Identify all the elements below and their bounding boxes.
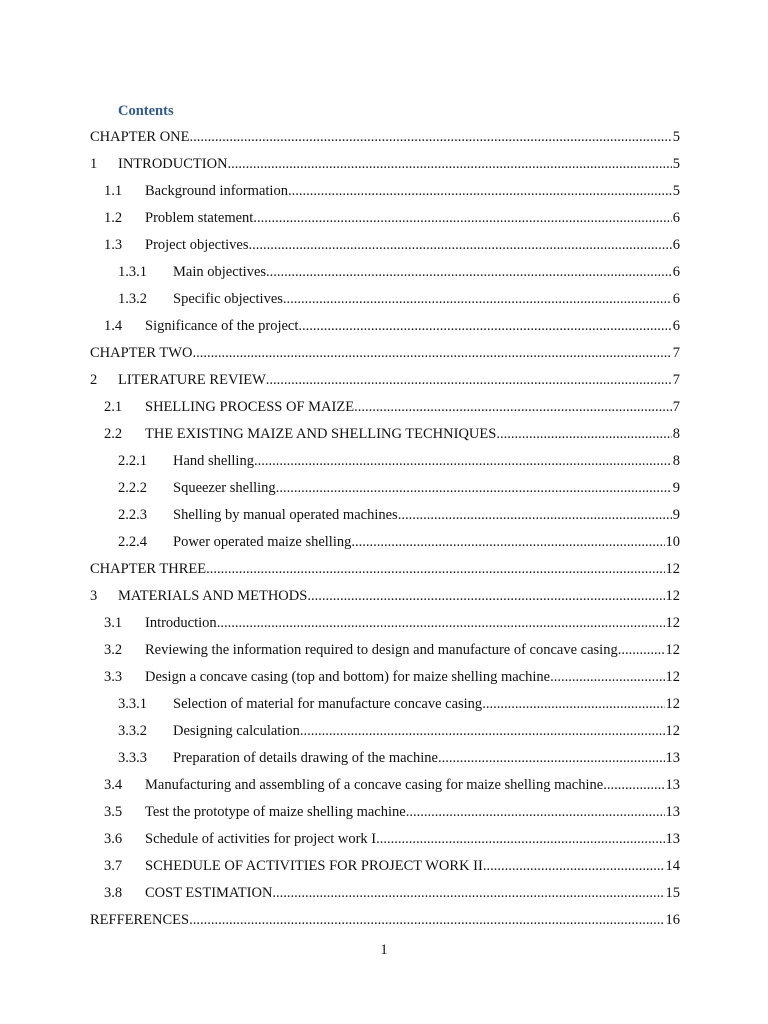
toc-entry-title: Reviewing the information required to design and manufacture of concave casing — [145, 642, 618, 658]
toc-entry-title: CHAPTER THREE — [90, 561, 207, 577]
dot-leader — [248, 232, 671, 259]
toc-entry[interactable] — [90, 745, 680, 772]
toc-entry-page: 12 — [665, 588, 680, 604]
dot-leader — [217, 610, 665, 637]
toc-entry-title: SHELLING PROCESS OF MAIZE — [145, 399, 355, 415]
toc-entry-number: 1.1 — [104, 183, 123, 199]
toc-entry[interactable] — [90, 799, 680, 826]
toc-entry[interactable] — [90, 259, 680, 286]
dot-leader — [550, 664, 664, 691]
page-number: 1 — [380, 942, 388, 958]
toc-entry-number: 3.5 — [104, 804, 123, 820]
toc-entry-title: MATERIALS AND METHODS — [118, 588, 308, 604]
toc-entry-title: INTRODUCTION — [118, 156, 228, 172]
toc-entry-number: 1.3 — [104, 237, 123, 253]
toc-entry-page: 9 — [672, 480, 680, 496]
toc-entry[interactable] — [90, 178, 680, 205]
dot-leader — [190, 124, 672, 151]
dot-leader — [254, 448, 672, 475]
dot-leader — [192, 340, 671, 367]
toc-entry-page: 9 — [672, 507, 680, 523]
toc-entry[interactable] — [90, 232, 680, 259]
toc-entry-title: CHAPTER ONE — [90, 129, 190, 145]
toc-entry-page: 6 — [672, 318, 680, 334]
toc-entry-page: 10 — [665, 534, 680, 550]
toc-entry[interactable] — [90, 286, 680, 313]
toc-entry-page: 6 — [672, 210, 680, 226]
toc-entry-page: 16 — [665, 912, 680, 928]
toc-entry[interactable] — [90, 718, 680, 745]
toc-entry[interactable] — [90, 124, 680, 151]
toc-entry-title: REFFERENCES — [90, 912, 190, 928]
toc-entry-number: 3.4 — [104, 777, 123, 793]
toc-entry-page: 5 — [672, 129, 680, 145]
toc-entry-number: 1.4 — [104, 318, 123, 334]
toc-entry-page: 7 — [672, 399, 680, 415]
toc-entry-page: 5 — [672, 156, 680, 172]
toc-entry-number: 3.8 — [104, 885, 123, 901]
toc-entry[interactable] — [90, 475, 680, 502]
toc-entry-title: Design a concave casing (top and bottom) for maize shelling machine — [145, 669, 551, 685]
toc-entry-page: 12 — [665, 669, 680, 685]
toc-entry[interactable] — [90, 610, 680, 637]
toc-entry[interactable] — [90, 637, 680, 664]
toc-entry-page: 13 — [665, 750, 680, 766]
toc-entry-number: 3.2 — [104, 642, 123, 658]
toc-entry-number: 2.2.3 — [118, 507, 147, 523]
dot-leader — [189, 907, 664, 934]
toc-entry-number: 3.1 — [104, 615, 123, 631]
toc-entry[interactable] — [90, 394, 680, 421]
toc-entry-page: 6 — [672, 264, 680, 280]
toc-entry-number: 2.2.1 — [118, 453, 147, 469]
toc-entry-page: 8 — [672, 426, 680, 442]
dot-leader — [266, 259, 672, 286]
dot-leader — [298, 313, 671, 340]
toc-entry-title: Hand shelling — [173, 453, 254, 469]
toc-entry-number: 1.3.1 — [118, 264, 147, 280]
toc-entry[interactable] — [90, 448, 680, 475]
toc-entry-number: 3.3 — [104, 669, 123, 685]
toc-entry[interactable] — [90, 151, 680, 178]
dot-leader — [300, 718, 665, 745]
toc-entry-number: 3.6 — [104, 831, 123, 847]
toc-entry-page: 14 — [665, 858, 680, 874]
toc-entry[interactable] — [90, 691, 680, 718]
toc-entry-page: 12 — [665, 561, 680, 577]
dot-leader — [351, 529, 664, 556]
toc-entry-number: 2.2.2 — [118, 480, 147, 496]
toc-entry[interactable] — [90, 205, 680, 232]
toc-entry[interactable] — [90, 367, 680, 394]
toc-entry-page: 6 — [672, 237, 680, 253]
toc-entry-page: 5 — [672, 183, 680, 199]
toc-entry-page: 15 — [665, 885, 680, 901]
toc-entry-title: Power operated maize shelling — [173, 534, 352, 550]
toc-entry-number: 1.3.2 — [118, 291, 147, 307]
contents-heading: Contents — [118, 103, 174, 119]
dot-leader — [206, 556, 664, 583]
toc-entry-title: Preparation of details drawing of the machine — [173, 750, 438, 766]
toc-entry-page: 12 — [665, 615, 680, 631]
dot-leader — [266, 367, 672, 394]
toc-entry-page: 13 — [665, 831, 680, 847]
toc-entry-title: Main objectives — [173, 264, 267, 280]
dot-leader — [228, 151, 672, 178]
toc-entry[interactable] — [90, 880, 680, 907]
toc-entry-page: 12 — [665, 723, 680, 739]
toc-entry-number: 2.2 — [104, 426, 123, 442]
toc-entry-number: 2.2.4 — [118, 534, 147, 550]
toc-entry[interactable] — [90, 502, 680, 529]
dot-leader — [483, 853, 665, 880]
toc-entry[interactable] — [90, 313, 680, 340]
toc-entry-title: Selection of material for manufacture concave casing — [173, 696, 483, 712]
toc-entry-title: Problem statement — [145, 210, 254, 226]
toc-entry-title: Schedule of activities for project work I — [145, 831, 377, 847]
toc-entry[interactable] — [90, 907, 680, 934]
dot-leader — [603, 772, 664, 799]
dot-leader — [253, 205, 671, 232]
toc-entry-number: 3.7 — [104, 858, 123, 874]
toc-entry[interactable] — [90, 772, 680, 799]
toc-entry[interactable] — [90, 583, 680, 610]
toc-entry-page: 13 — [665, 804, 680, 820]
dot-leader — [272, 880, 664, 907]
dot-leader — [283, 286, 672, 313]
toc-entry[interactable] — [90, 853, 680, 880]
toc-entry-number: 2 — [90, 372, 98, 388]
toc-entry-title: Designing calculation — [173, 723, 300, 739]
dot-leader — [398, 502, 672, 529]
toc-entry[interactable] — [90, 421, 680, 448]
toc-entry-title: COST ESTIMATION — [145, 885, 273, 901]
dot-leader — [276, 475, 672, 502]
toc-entry-title: Test the prototype of maize shelling machine — [145, 804, 406, 820]
toc-entry[interactable] — [90, 556, 680, 583]
toc-entry-page: 7 — [672, 372, 680, 388]
dot-leader — [406, 799, 665, 826]
toc-entry-title: Specific objectives — [173, 291, 283, 307]
toc-entry-title: Project objectives — [145, 237, 249, 253]
dot-leader — [288, 178, 672, 205]
dot-leader — [354, 394, 672, 421]
toc-entry-title: SCHEDULE OF ACTIVITIES FOR PROJECT WORK II — [145, 858, 483, 874]
toc-entry-title: Manufacturing and assembling of a concave casing for maize shelling machine — [145, 777, 604, 793]
toc-entry-title: Background information — [145, 183, 288, 199]
toc-entry-page: 12 — [665, 642, 680, 658]
dot-leader — [376, 826, 664, 853]
toc-entry-title: Squeezer shelling — [173, 480, 276, 496]
dot-leader — [496, 421, 671, 448]
toc-entry-title: Introduction — [145, 615, 217, 631]
dot-leader — [438, 745, 665, 772]
toc-entry-page: 6 — [672, 291, 680, 307]
dot-leader — [482, 691, 664, 718]
toc-entry-title: Significance of the project — [145, 318, 299, 334]
toc-entry-title: Shelling by manual operated machines — [173, 507, 398, 523]
table-of-contents — [90, 124, 680, 934]
toc-entry-title: CHAPTER TWO — [90, 345, 193, 361]
toc-entry[interactable] — [90, 340, 680, 367]
toc-entry-number: 3 — [90, 588, 98, 604]
toc-entry-page: 13 — [665, 777, 680, 793]
toc-entry-number: 2.1 — [104, 399, 123, 415]
toc-entry-title: LITERATURE REVIEW — [118, 372, 266, 388]
toc-entry-number: 3.3.2 — [118, 723, 147, 739]
dot-leader — [307, 583, 664, 610]
toc-entry-number: 3.3.3 — [118, 750, 147, 766]
toc-entry[interactable] — [90, 826, 680, 853]
toc-entry-number: 3.3.1 — [118, 696, 147, 712]
toc-entry-page: 8 — [672, 453, 680, 469]
toc-entry-title: THE EXISTING MAIZE AND SHELLING TECHNIQUES — [145, 426, 497, 442]
toc-entry-page: 7 — [672, 345, 680, 361]
toc-entry[interactable] — [90, 529, 680, 556]
dot-leader — [618, 637, 665, 664]
toc-entry[interactable] — [90, 664, 680, 691]
toc-entry-page: 12 — [665, 696, 680, 712]
toc-entry-number: 1.2 — [104, 210, 123, 226]
toc-entry-number: 1 — [90, 156, 98, 172]
